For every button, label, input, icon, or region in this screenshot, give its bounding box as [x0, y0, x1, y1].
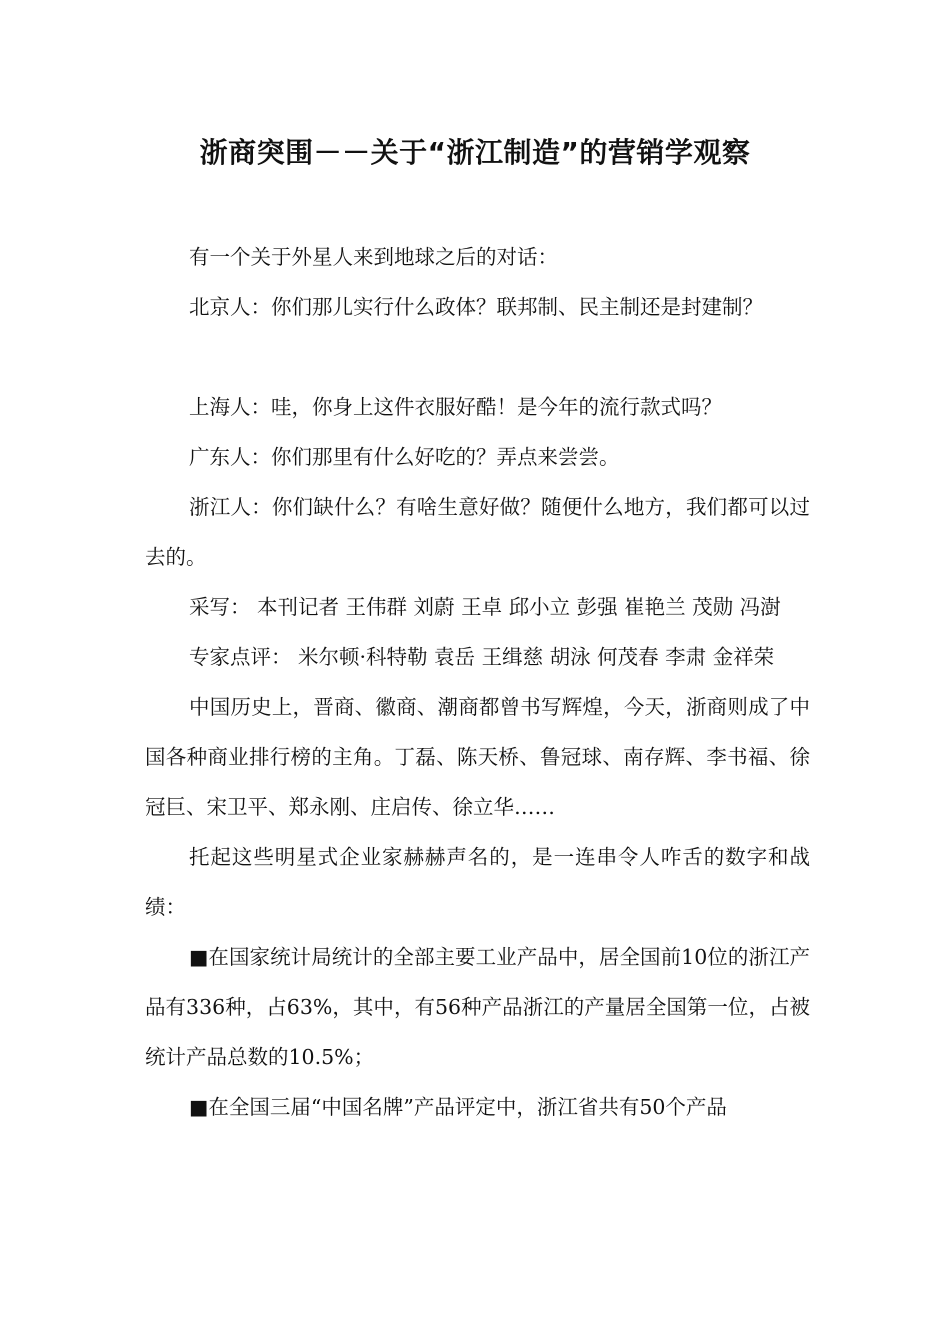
paragraph-reporters: 采写： 本刊记者 王伟群 刘蔚 王卓 邱小立 彭强 崔艳兰 茂勋 冯澍 — [189, 595, 781, 619]
paragraph-numbers-intro: 托起这些明星式企业家赫赫声名的，是一连串令人咋舌的数字和战绩： — [145, 845, 810, 919]
document-body — [145, 232, 810, 1132]
paragraph-experts: 专家点评： 米尔顿·科特勒 袁岳 王缉慈 胡泳 何茂春 李肃 金祥荣 — [189, 645, 775, 669]
paragraph-spacer — [145, 332, 810, 382]
paragraph-beijing: 北京人：你们那儿实行什么政体？联邦制、民主制还是封建制？ — [189, 295, 763, 319]
paragraph-zhejiang: 浙江人：你们缺什么？有啥生意好做？随便什么地方，我们都可以过去的。 — [145, 495, 810, 569]
document-title: 浙商突围－－关于“浙江制造”的营销学观察 — [199, 136, 751, 169]
paragraph-bullet-brands: ■在全国三届“中国名牌”产品评定中，浙江省共有50个产品 — [189, 1095, 727, 1119]
paragraph-history: 中国历史上，晋商、徽商、潮商都曾书写辉煌，今天，浙商则成了中国各种商业排行榜的主角。丁磊、陈天桥、鲁冠球、南存辉、李书福、徐冠巨、宋卫平、郑永刚、庄启传、徐立华…… — [145, 695, 810, 819]
paragraph-shanghai: 上海人：哇，你身上这件衣服好酷！是今年的流行款式吗？ — [189, 395, 722, 419]
paragraph-intro: 有一个关于外星人来到地球之后的对话： — [189, 245, 558, 269]
paragraph-bullet-statistics: ■在国家统计局统计的全部主要工业产品中，居全国前10位的浙江产品有336种，占63%，其中，有56种产品浙江的产量居全国第一位，占被统计产品总数的10.5%； — [145, 945, 810, 1069]
paragraph-guangdong: 广东人：你们那里有什么好吃的？弄点来尝尝。 — [189, 445, 620, 469]
